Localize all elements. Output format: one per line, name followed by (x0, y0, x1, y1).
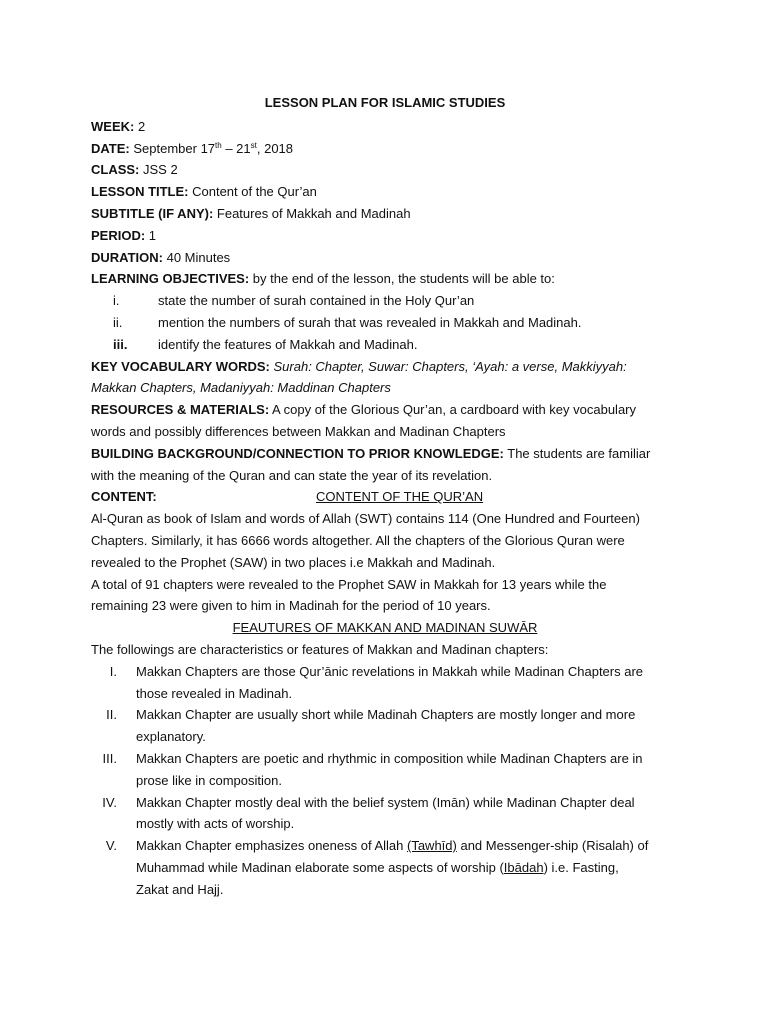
subtitle-field (91, 203, 691, 225)
date-ordinal-1: th (215, 140, 222, 150)
objectives-label: LEARNING OBJECTIVES: (91, 271, 250, 287)
date-ordinal-2: st (250, 140, 257, 150)
feature-number: III. (102, 750, 117, 766)
objective-item (91, 334, 691, 356)
period-value: 1 (145, 227, 157, 243)
feature-text: Makkan Chapter are usually short while Madinah Chapters are mostly longer and more (136, 707, 636, 723)
feature-item (91, 748, 691, 770)
vocabulary-label: KEY VOCABULARY WORDS: (91, 358, 270, 374)
feature-text (136, 857, 619, 879)
objective-number: iii. (113, 336, 128, 352)
objective-text: mention the numbers of surah that was revealed in Makkah and Madinah. (158, 314, 582, 330)
objective-item (91, 290, 691, 312)
feature-text: mostly with acts of worship. (136, 816, 295, 832)
week-label: WEEK: (91, 118, 135, 134)
class-label: CLASS: (91, 162, 140, 178)
feature-text-part: ) i.e. Fasting, (543, 859, 619, 875)
content-label: CONTENT: (91, 489, 157, 505)
date-value-end: – 21 (221, 140, 251, 156)
vocabulary-field (91, 356, 691, 378)
objectives-field (91, 268, 691, 290)
tawhid-term: (Tawhīd) (407, 838, 457, 854)
content-paragraph-line: remaining 23 were given to him in Madinah for the period of 10 years. (91, 598, 491, 614)
content-paragraph-line: Al-Quran as book of Islam and words of Allah (SWT) contains 114 (One Hundred and Fourteen) (91, 511, 640, 527)
objective-text: state the number of surah contained in the Holy Qur’an (158, 293, 475, 309)
objective-number: i. (113, 293, 120, 309)
feature-item-continued (91, 813, 691, 835)
features-intro: The followings are characteristics or features of Makkan and Madinan chapters: (91, 641, 549, 657)
background-field (91, 443, 691, 465)
document-title: LESSON PLAN FOR ISLAMIC STUDIES (264, 95, 506, 110)
feature-text-part: Makkan Chapter emphasizes oneness of Allah (136, 838, 407, 854)
feature-text: Makkan Chapters are poetic and rhythmic in composition while Madinan Chapters are in (136, 750, 643, 766)
ibadah-term: Ibādah (503, 859, 544, 875)
feature-item-continued (91, 726, 691, 748)
background-label: BUILDING BACKGROUND/CONNECTION TO PRIOR KNOWLEDGE: (91, 445, 504, 461)
vocabulary-line-1: Surah: Chapter, Suwar: Chapters, ‘Ayah: a verse, Makkiyyah: (269, 358, 627, 374)
objectives-intro: by the end of the lesson, the students will be able to: (249, 271, 555, 287)
objective-number: ii. (113, 314, 123, 330)
objective-item (91, 312, 691, 334)
content-paragraph-line: revealed to the Prophet (SAW) in two places i.e Makkah and Madinah. (91, 554, 496, 570)
week-field (91, 116, 691, 138)
feature-number: I. (109, 663, 117, 679)
week-value: 2 (134, 118, 146, 134)
lesson-title-label: LESSON TITLE: (91, 184, 189, 200)
feature-text: prose like in composition. (136, 772, 282, 788)
feature-text (136, 835, 648, 857)
feature-item (91, 792, 691, 814)
feature-item-continued (91, 857, 691, 879)
document-page (91, 92, 691, 900)
date-label: DATE: (91, 140, 130, 156)
feature-text-part: and Messenger-ship (Risalah) of (456, 838, 649, 854)
feature-item-continued (91, 770, 691, 792)
date-field (91, 138, 691, 160)
resources-line-2: words and possibly differences between Makkan and Madinan Chapters (91, 423, 506, 439)
content-paragraph-line: A total of 91 chapters were revealed to the Prophet SAW in Makkah for 13 years while the (91, 576, 607, 592)
lesson-title-field (91, 181, 691, 203)
resources-line-1: A copy of the Glorious Qur’an, a cardboard with key vocabulary (269, 402, 636, 418)
resources-field (91, 399, 691, 421)
feature-text: explanatory. (136, 729, 206, 745)
feature-number: IV. (102, 794, 117, 810)
feature-text: Makkan Chapter mostly deal with the belief system (Imān) while Madinan Chapter deal (136, 794, 635, 810)
content-field (91, 486, 691, 508)
background-line-1: The students are familiar (503, 445, 651, 461)
feature-number: II. (106, 707, 117, 723)
feature-number: V. (105, 838, 117, 854)
class-value: JSS 2 (139, 162, 178, 178)
period-label: PERIOD: (91, 227, 146, 243)
feature-item (91, 704, 691, 726)
subtitle-label: SUBTITLE (IF ANY): (91, 205, 214, 221)
content-paragraph-line: Chapters. Similarly, it has 6666 words altogether. All the chapters of the Glorious Quran were (91, 532, 625, 548)
duration-label: DURATION: (91, 249, 163, 265)
feature-item (91, 661, 691, 683)
feature-text: those revealed in Madinah. (136, 685, 293, 701)
vocabulary-line-2: Makkan Chapters, Madaniyyah: Maddinan Chapters (91, 380, 391, 396)
objective-text: identify the features of Makkah and Madinah. (158, 336, 418, 352)
feature-item (91, 835, 691, 857)
period-field (91, 225, 691, 247)
duration-value: 40 Minutes (162, 249, 231, 265)
subtitle-value: Features of Makkah and Madinah (213, 205, 411, 221)
feature-item-continued (91, 879, 691, 901)
date-value-start: September 17 (129, 140, 216, 156)
features-heading: FEAUTURES OF MAKKAN AND MADINAN SUWĀR (232, 620, 538, 636)
date-year: , 2018 (256, 140, 294, 156)
class-field (91, 159, 691, 181)
feature-text: Makkan Chapters are those Qur’ānic revelations in Makkah while Madinan Chapters are (136, 663, 644, 679)
lesson-title-value: Content of the Qur’an (188, 184, 317, 200)
content-heading: CONTENT OF THE QUR’AN (316, 489, 484, 505)
duration-field (91, 247, 691, 269)
resources-label: RESOURCES & MATERIALS: (91, 402, 270, 418)
feature-item-continued (91, 683, 691, 705)
background-line-2: with the meaning of the Quran and can state the year of its revelation. (91, 467, 493, 483)
feature-text-part: Muhammad while Madinan elaborate some aspects of worship ( (136, 859, 504, 875)
feature-text: Zakat and Hajj. (136, 881, 224, 897)
